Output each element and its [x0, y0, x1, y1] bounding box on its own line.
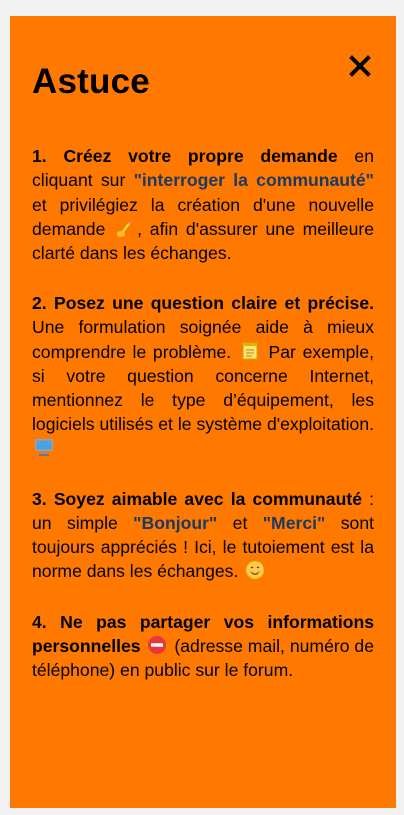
tip-3-title: Soyez aimable avec la communauté — [53, 488, 362, 509]
notepad-icon — [240, 341, 260, 361]
computer-icon — [34, 437, 54, 457]
tip-1-text-b: et privilégiez la création d'une nouvelle demande — [32, 194, 374, 239]
tip-4-text-b: (adresse mail, numéro de téléphone) en public sur le forum. — [32, 635, 375, 680]
no-entry-icon — [147, 635, 167, 655]
tip-3-text-b: et — [217, 512, 263, 533]
writing-hand-icon — [115, 218, 135, 238]
ask-community-link[interactable]: "interroger la communauté" — [133, 170, 375, 191]
tips-list — [32, 144, 374, 682]
smiling-face-icon — [245, 560, 265, 580]
panel-title: Astuce — [32, 62, 150, 101]
tip-2-text-b: Par exemple, si votre question concerne Internet, mentionnez le type d’équipement, les logiciels utilisés et le système d'exploitation. — [32, 341, 374, 435]
close-icon[interactable] — [348, 54, 372, 78]
tip-3-number: 3. — [32, 488, 47, 509]
tip-panel — [10, 16, 396, 808]
tip-1 — [32, 144, 374, 265]
tip-1-text-c: , afin d'assurer une meilleure clarté dans les échanges. — [32, 218, 374, 264]
tip-3-text-c: sont toujours appréciés ! Ici, le tutoiement est la norme dans les échanges. — [32, 512, 374, 582]
tip-2-number: 2. — [32, 293, 47, 314]
tip-4-number: 4. — [32, 611, 47, 632]
tip-1-number: 1. — [32, 146, 47, 167]
tip-2 — [32, 291, 374, 460]
bonjour-highlight: "Bonjour" — [133, 512, 218, 533]
tip-4-text-a — [141, 636, 146, 656]
tip-1-title: Créez votre propre demande — [63, 146, 338, 167]
merci-highlight: "Merci" — [262, 512, 326, 533]
tip-3-text-a: : un simple — [32, 488, 374, 533]
tip-3 — [32, 487, 374, 584]
tip-2-title: Posez une question claire et précise. — [53, 293, 374, 314]
tip-2-text-a: Une formulation soignée aide à mieux comprendre le problème. — [32, 317, 374, 362]
tip-4-title: Ne pas partager vos informations personnelles — [32, 611, 374, 656]
tip-1-text-a: en cliquant sur — [32, 146, 374, 191]
tip-4 — [32, 610, 374, 683]
